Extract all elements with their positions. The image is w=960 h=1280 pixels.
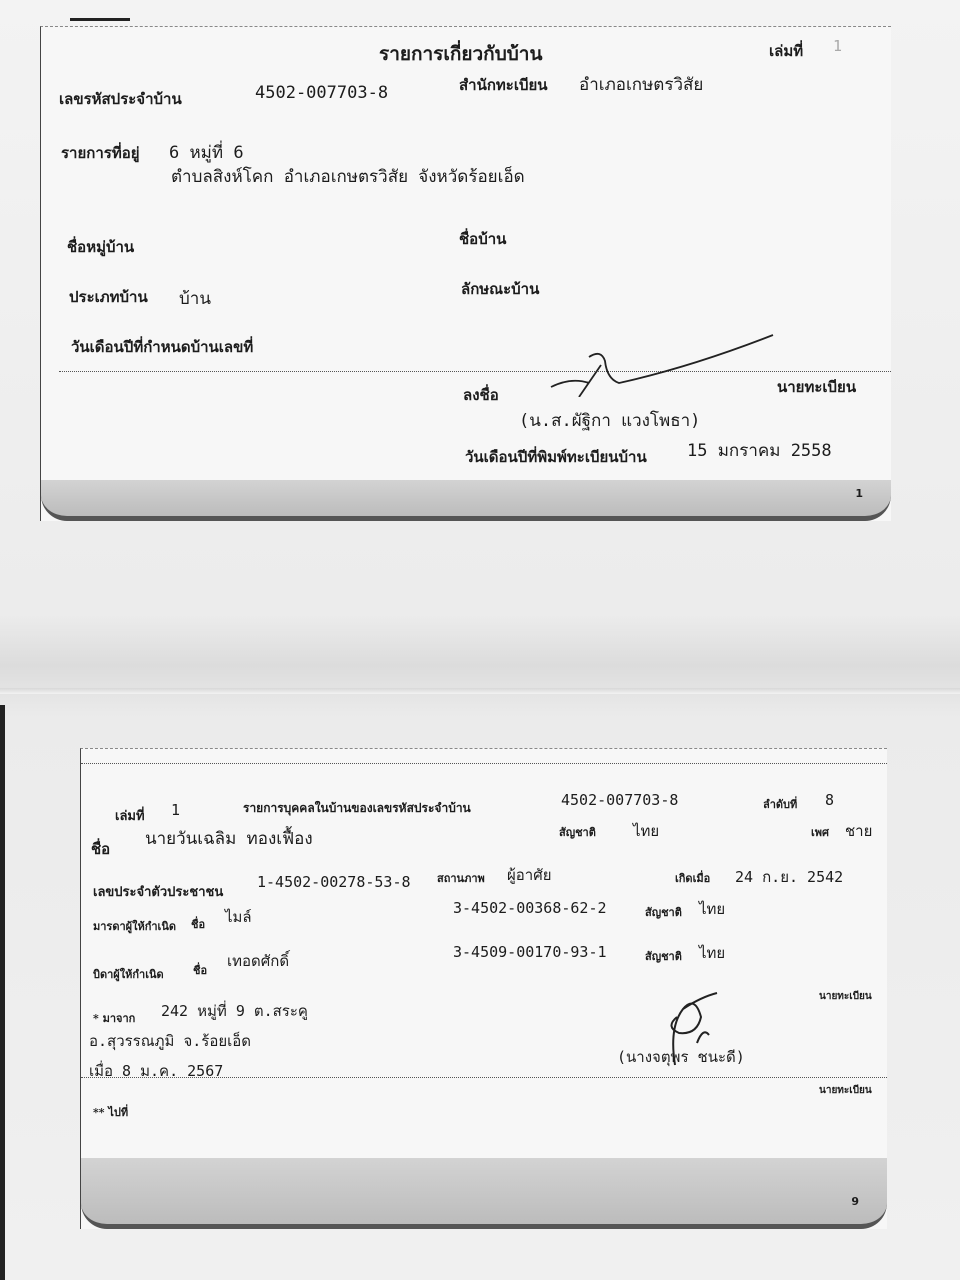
divider [81, 1077, 887, 1078]
sequence-number: 8 [825, 791, 835, 809]
father-nationality: ไทย [699, 944, 726, 962]
assign-date-label: วันเดือนปีที่กำหนดบ้านเลขที่ [71, 338, 254, 356]
house-name-label: ชื่อบ้าน [459, 230, 507, 248]
person-name: นายวันเฉลิม ทองเฟื้อง [145, 829, 313, 849]
father-label: บิดาผู้ให้กำเนิด [93, 968, 164, 981]
house-characteristic-label: ลักษณะบ้าน [461, 280, 540, 298]
registrar-title-1: นายทะเบียน [819, 991, 872, 1002]
card-title: รายการเกี่ยวกับบ้าน [379, 43, 543, 65]
status-value: ผู้อาศัย [507, 866, 552, 884]
page-fold [0, 688, 960, 694]
house-code: 4502-007703-8 [255, 83, 389, 103]
page-number: 9 [851, 1195, 859, 1208]
edge-mark [0, 705, 5, 1280]
village-label: ชื่อหมู่บ้าน [67, 238, 135, 256]
book-label: เล่มที่ [769, 42, 804, 60]
registrar-name: (น.ส.ผัฐิกา แวงโพธา) [519, 411, 701, 431]
address-line-1: 6 หมู่ที่ 6 [169, 143, 244, 163]
person-details-card [80, 748, 887, 1229]
registrar-signature [541, 327, 781, 397]
id-label: เลขประจำตัวประชาชน [93, 885, 224, 900]
address-label: รายการที่อยู่ [61, 144, 140, 162]
edge-mark [70, 18, 130, 21]
registrar-title-2: นายทะเบียน [819, 1085, 872, 1096]
house-type-label: ประเภทบ้าน [69, 288, 148, 306]
moved-from-label: * มาจาก [93, 1012, 136, 1025]
office-value: อำเภอเกษตรวิสัย [579, 75, 704, 95]
moved-from-line-1: 242 หมู่ที่ 9 ต.สระคู [161, 1002, 308, 1020]
moved-from-line-2: อ.สุวรรณภูมิ จ.ร้อยเอ็ด [89, 1032, 252, 1050]
moved-from-date: เมื่อ 8 ม.ค. 2567 [89, 1062, 224, 1080]
house-type-value: บ้าน [179, 289, 211, 309]
top-divider [81, 763, 887, 764]
person-list-heading: รายการบุคคลในบ้านของเลขรหัสประจำบ้าน [243, 801, 471, 815]
house-code-label: เลขรหัสประจำบ้าน [59, 90, 182, 108]
book-number: 1 [171, 801, 181, 819]
house-details-card [40, 26, 891, 521]
moved-to-label: ** ไปที่ [93, 1106, 129, 1119]
print-date: 15 มกราคม 2558 [687, 441, 832, 461]
status-label: สถานภาพ [437, 872, 485, 885]
sign-label: ลงชื่อ [463, 386, 499, 404]
born-date: 24 ก.ย. 2542 [735, 868, 844, 886]
address-line-2: ตำบลสิงห์โคก อำเภอเกษตรวิสัย จังหวัดร้อยเอ็ด [171, 167, 525, 187]
registrar-name: (นางจตุพร ชนะดี) [617, 1048, 745, 1066]
mother-label: มารดาผู้ให้กำเนิด [93, 920, 176, 933]
house-code: 4502-007703-8 [561, 791, 679, 809]
mother-nationality: ไทย [699, 900, 726, 918]
card-footer-band [41, 480, 891, 521]
name-label: ชื่อ [91, 840, 111, 858]
mother-name: ไมล์ [225, 908, 252, 926]
father-id: 3-4509-00170-93-1 [453, 943, 607, 961]
born-label: เกิดเมื่อ [675, 872, 711, 885]
father-name-label: ชื่อ [193, 964, 208, 977]
mother-nationality-label: สัญชาติ [645, 906, 682, 919]
sequence-label: ลำดับที่ [763, 798, 798, 811]
card-footer-band [81, 1158, 887, 1229]
nationality-label: สัญชาติ [559, 826, 596, 839]
registrar-title: นายทะเบียน [777, 378, 857, 396]
father-nationality-label: สัญชาติ [645, 950, 682, 963]
sex-value: ชาย [845, 822, 873, 840]
office-label: สำนักทะเบียน [459, 76, 548, 94]
page-number: 1 [855, 487, 863, 500]
mother-name-label: ชื่อ [191, 918, 206, 931]
nationality-value: ไทย [633, 822, 660, 840]
book-label: เล่มที่ [115, 809, 145, 824]
id-number: 1-4502-00278-53-8 [257, 873, 411, 891]
book-number: 1 [833, 37, 843, 55]
father-name: เทอดศักดิ์ [227, 952, 290, 970]
mother-id: 3-4502-00368-62-2 [453, 899, 607, 917]
sex-label: เพศ [811, 826, 829, 839]
print-date-label: วันเดือนปีที่พิมพ์ทะเบียนบ้าน [465, 448, 647, 466]
